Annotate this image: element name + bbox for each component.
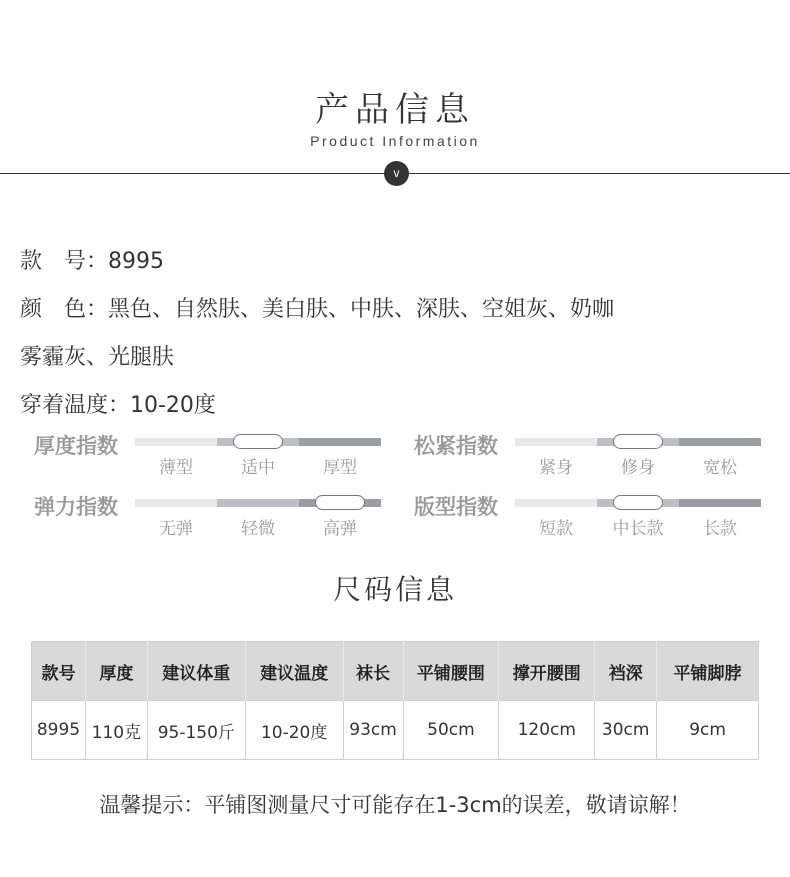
table-cell: 120cm <box>499 701 595 760</box>
section-title: 产品信息 <box>315 90 475 130</box>
column-header: 厚度 <box>85 642 147 701</box>
table-cell: 8995 <box>32 701 86 760</box>
index-option: 修身 <box>621 458 655 478</box>
size-section-title: 尺码信息 <box>332 573 457 606</box>
index-title: 厚度指数 <box>34 434 118 458</box>
column-header: 撑开腰围 <box>499 642 595 701</box>
colors-line-1: 颜 色：黑色、自然肤、美白肤、中肤、深肤、空姐灰、奶咖 <box>20 297 615 322</box>
table-cell: 30cm <box>595 701 657 760</box>
wear-temperature: 穿着温度：10-20度 <box>20 393 216 418</box>
index-option: 适中 <box>241 458 275 478</box>
index-track <box>515 438 761 446</box>
track-segment <box>679 438 761 446</box>
index-option: 短款 <box>539 519 573 539</box>
index-option: 中长款 <box>612 519 664 539</box>
column-header: 袜长 <box>343 642 403 701</box>
track-segment <box>679 499 761 507</box>
track-segment <box>515 499 597 507</box>
track-segment <box>299 438 381 446</box>
track-segment <box>515 438 597 446</box>
style-number: 款 号：8995 <box>20 249 164 274</box>
index-marker <box>613 434 663 449</box>
index-option: 高弹 <box>323 519 357 539</box>
index-option: 宽松 <box>703 458 737 478</box>
index-option: 厚型 <box>323 458 357 478</box>
column-header: 建议温度 <box>245 642 343 701</box>
table-cell: 110克 <box>85 701 147 760</box>
table-row <box>32 701 759 760</box>
index-title: 弹力指数 <box>34 495 118 519</box>
index-option: 无弹 <box>159 519 193 539</box>
index-marker <box>315 495 365 510</box>
chevron-down-icon: v <box>384 161 409 186</box>
table-header-row <box>32 642 759 701</box>
table-cell: 93cm <box>343 701 403 760</box>
size-table <box>31 641 759 760</box>
measurement-tip: 温馨提示：平铺图测量尺寸可能存在1-3cm的误差，敬请谅解！ <box>99 793 691 817</box>
index-option: 轻微 <box>241 519 275 539</box>
index-track <box>135 499 381 507</box>
section-subtitle: Product Information <box>310 133 480 149</box>
column-header: 款号 <box>32 642 86 701</box>
column-header: 平铺腰围 <box>403 642 499 701</box>
column-header: 裆深 <box>595 642 657 701</box>
table-cell: 10-20度 <box>245 701 343 760</box>
index-option: 薄型 <box>159 458 193 478</box>
table-cell: 9cm <box>657 701 759 760</box>
track-segment <box>135 499 217 507</box>
track-segment <box>217 499 299 507</box>
column-header: 平铺脚脖 <box>657 642 759 701</box>
index-track <box>515 499 761 507</box>
index-marker <box>613 495 663 510</box>
index-option: 紧身 <box>539 458 573 478</box>
table-cell: 50cm <box>403 701 499 760</box>
index-track <box>135 438 381 446</box>
index-title: 版型指数 <box>414 495 498 519</box>
track-segment <box>135 438 217 446</box>
column-header: 建议体重 <box>147 642 245 701</box>
index-marker <box>233 434 283 449</box>
index-option: 长款 <box>703 519 737 539</box>
colors-line-2: 雾霾灰、光腿肤 <box>20 345 175 370</box>
table-cell: 95-150斤 <box>147 701 245 760</box>
index-title: 松紧指数 <box>414 434 498 458</box>
